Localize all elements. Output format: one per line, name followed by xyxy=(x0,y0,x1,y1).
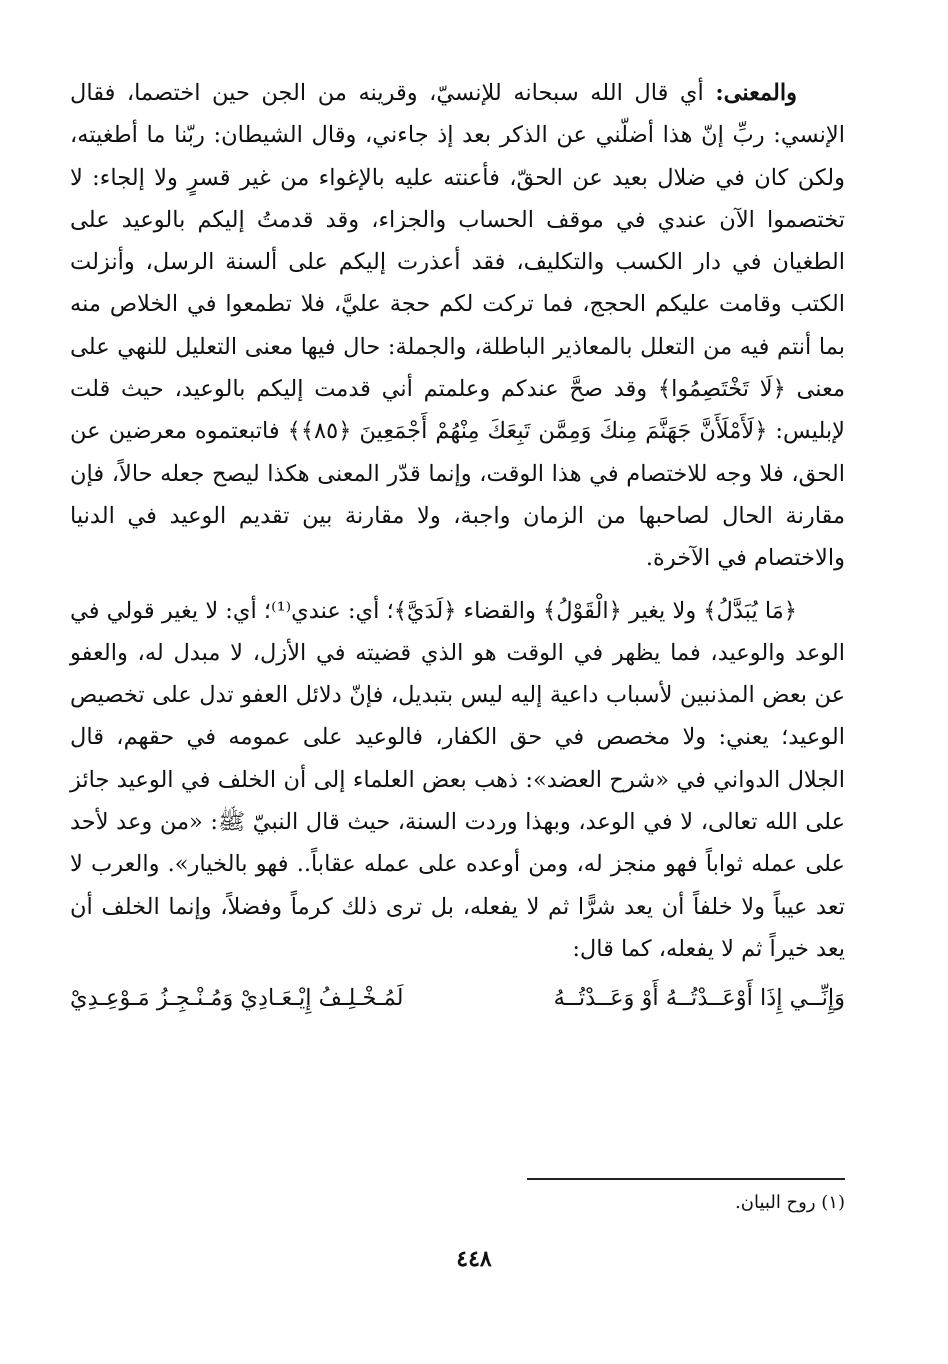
poetry-verse xyxy=(70,976,845,1020)
paragraph-2-text: ﴿مَا يُبَدَّلُ﴾ ولا يغير ﴿الْقَوْلُ﴾ والقضاء ﴿لَدَيَّ﴾؛ أي: عندي⁽¹⁾؛ أي: لا يغير قولي في الوعد والوعيد، فما يظهر في الوقت هو الذي قضيته في الأزل، لا مبدل له، والعفو عن بعض المذنبين لأسباب داعية إليه ليس بتبديل، فإنّ دلائل العفو تدل على تخصيص الوعيد؛ يعني: ولا مخصص في حق الكفار، فالوعيد على عمومه في حقهم، قال الجلال الدواني في «شرح العضد»: ذهب بعض العلماء إلى أن الخلف في الوعيد جائز على الله تعالى، لا في الوعد، وبهذا وردت السنة، حيث قال النبيّ ﷺ: «من وعد لأحد على عمله ثواباً فهو منجز له، ومن أوعده على عمله عقاباً.. فهو بالخيار». والعرب لا تعد عيباً ولا خلفاً أن يعد شرًّا ثم لا يفعله، بل ترى ذلك كرماً وفضلاً، وإنما الخلف أن يعد خيراً ثم لا يفعله، كما قال: xyxy=(70,597,846,962)
page-body xyxy=(70,72,845,1020)
paragraph-1-lead: والمعنى: xyxy=(715,80,798,106)
page-number: ٤٤٨ xyxy=(456,1246,492,1272)
verse-second-hemistich: لَمُـخْـلِـفُ إِيْـعَـادِيْ وَمُـنْـجِـزُ مَـوْعِـدِيْ xyxy=(70,985,404,1012)
paragraph-1-text: أي قال الله سبحانه للإنسيّ، وقرينه من الجن حين اختصما، فقال الإنسي: ربِّ إنّ هذا أضلّني عن الذكر بعد إذ جاءني، وقال الشيطان: ربّنا ما أطغيته، ولكن كان في ضلال بعيد عن الحقّ، فأعنته عليه بالإغواء من غير قسرٍ ولا إلجاء: لا تختصموا الآن عندي في موقف الحساب والجزاء، وقد قدمتُ إليكم بالوعيد على الطغيان في دار الكسب والتكليف، فقد أعذرت إليكم على ألسنة الرسل، وأنزلت الكتب وقامت عليكم الحجج، فما تركت لكم حجة عليَّ، فلا تطمعوا في الخلاص منه بما أنتم فيه من التعلل بالمعاذير الباطلة، والجملة: حال فيها معنى التعليل للنهي على معنى ﴿لَا تَخْتَصِمُوا﴾ وقد صحَّ عندكم وعلمتم أني قدمت إليكم بالوعيد، حيث قلت لإبليس: ﴿لَأَمْلَأَنَّ جَهَنَّمَ مِنكَ وَمِمَّن تَبِعَكَ مِنْهُمْ أَجْمَعِينَ ﴿٨٥﴾﴾ فاتبعتموه معرضين عن الحق، فلا وجه للاختصام في هذا الوقت، وإنما قدّر المعنى هكذا ليصح جعله حالاً، فإن مقارنة الحال لصاحبها من الزمان واجبة، ولا مقارنة بين تقديم الوعيد في الدنيا والاختصام في الآخرة. xyxy=(70,80,845,572)
verse-first-hemistich: وَإِنِّــي إِذَا أَوْعَــدْتُــهُ أَوْ وَعَــدْتُــهُ xyxy=(553,985,845,1012)
paragraph-1 xyxy=(70,72,845,580)
paragraph-2 xyxy=(70,590,845,971)
footnote: (١) روح البيان. xyxy=(735,1192,845,1213)
footnote-divider xyxy=(527,1178,845,1180)
